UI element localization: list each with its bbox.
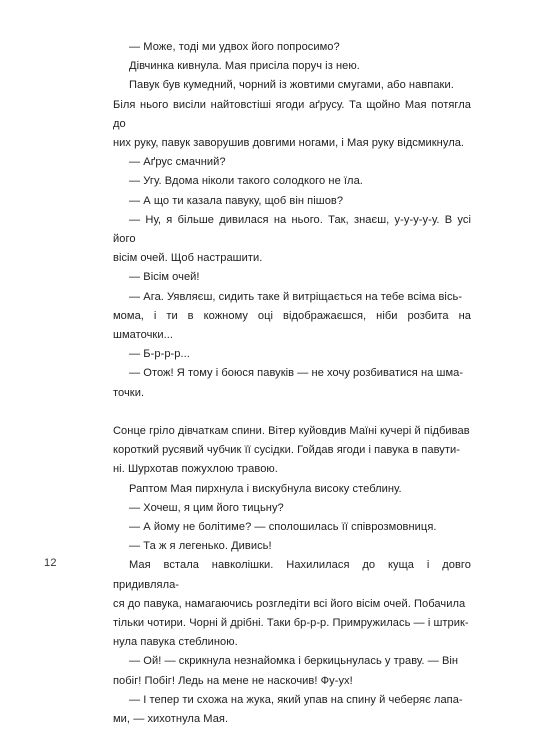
- paragraph: — Ой! — скрикнула незнайомка і беркицьнулась у траву. — Він побіг! Побіг! Ледь на мене не наскочив! Фу-ух!: [113, 655, 459, 687]
- paragraph: Мая встала навколішки. Нахилилася до куща і довго придивляла- ся до павука, намагаючись розгледіти всі його вісім очей. Побачила тільки чотири. Чорні й дрібні. Таки бр-р-р. Примружилась — і штрик- нула павука стеблиною.: [113, 559, 471, 649]
- paragraph: Раптом Мая пирхнула і вискубнула високу стеблину.: [129, 482, 402, 495]
- paragraph: — І тепер ти схожа на жука, який упав на спину й чеберяє лапа- ми, — хихотнула Мая.: [113, 693, 463, 726]
- paragraph: — Аґрус смачний?: [129, 156, 226, 169]
- story-text: [113, 38, 471, 729]
- paragraph: — Ага. Уявляєш, сидить таке й витріщається на тебе всіма вісь- мома, і ти в кожному оці відображаєшся, ніби розбита на шматочки...: [113, 290, 471, 342]
- paragraph: — А що ти казала павуку, щоб він пішов?: [129, 194, 344, 207]
- paragraph: Дівчинка кивнула. Мая присіла поруч із нею.: [129, 60, 360, 73]
- paragraph: Сонце гріло дівчаткам спини. Вітер куйовдив Маїні кучері й підбивав короткий русявий чубчик її сусідки. Гойдав ягоди і павука в павути- ні. Шурхотав пожухлою травою.: [113, 425, 470, 476]
- paragraph: — Та ж я легенько. Дивись!: [129, 540, 272, 553]
- paragraph: — Може, тоді ми удвох його попросимо?: [129, 41, 340, 53]
- paragraph: — Б-р-р-р...: [129, 348, 190, 361]
- paragraph: — Угу. Вдома ніколи такого солодкого не їла.: [129, 175, 363, 188]
- paragraph: Павук був кумедний, чорний із жовтими смугами, або навпаки. Біля нього висіли найтовстіші ягоди аґрусу. Та щойно Мая потягла до них руку, павук заворушив довгими ногами, і Мая руку відсмикнула.: [113, 79, 471, 150]
- paragraph: — Отож! Я тому і боюся павуків — не хочу розбиватися на шма- точки.: [113, 367, 464, 399]
- paragraph: — Ну, я більше дивилася на нього. Так, знаєш, у-у-у-у-у. В усі його вісім очей. Щоб настрашити.: [113, 213, 471, 265]
- paragraph: — Вісім очей!: [129, 271, 200, 284]
- page-number: 12: [44, 557, 57, 569]
- paragraph: — А йому не болітиме? — сполошилась її співрозмовниця.: [129, 521, 437, 534]
- paragraph: — Хочеш, я цим його тицьну?: [129, 501, 284, 514]
